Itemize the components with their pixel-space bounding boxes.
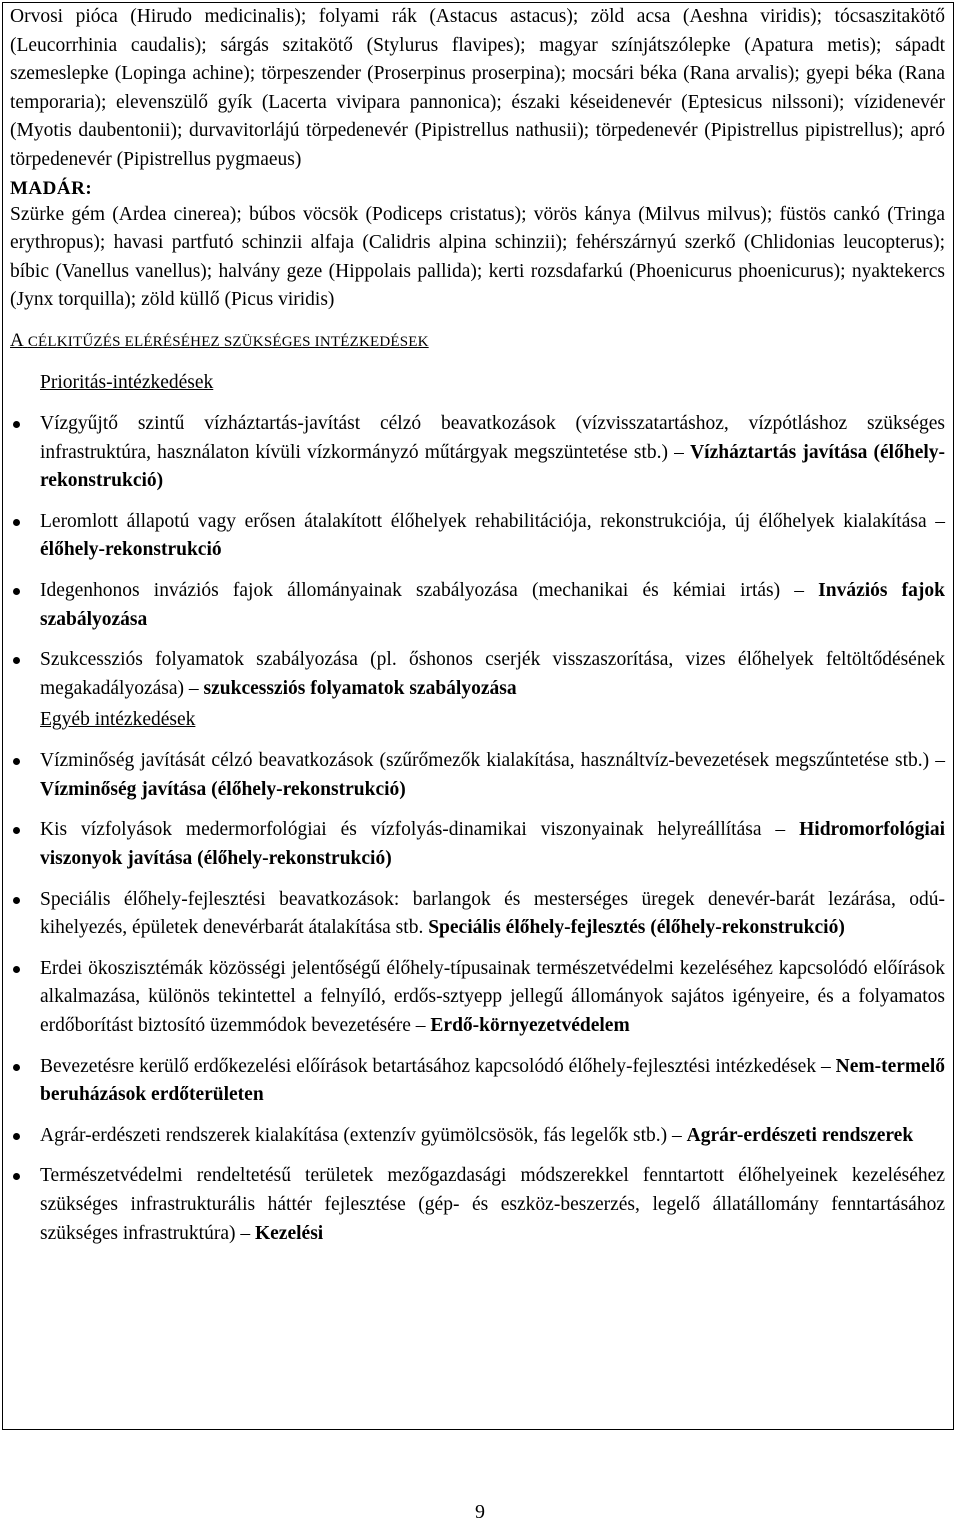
- page-number: 9: [475, 1501, 485, 1523]
- item-measure-title: élőhely-rekonstrukció: [40, 539, 222, 561]
- item-text: Kis vízfolyások medermorfológiai és vízfolyás-dinamikai viszonyainak helyreállítása –: [40, 819, 800, 841]
- bullet-icon: [13, 519, 20, 526]
- list-item: [10, 955, 945, 1041]
- section-title: [10, 329, 945, 354]
- item-text: Speciális élőhely-fejlesztési beavatkozások: barlangok és mesterséges üregek denevér-barát lezárása, odú-kihelyezés, épületek denevérbarát átalakítása stb.: [40, 888, 945, 939]
- list-item: [10, 1053, 945, 1110]
- list-item: [10, 1122, 945, 1151]
- item-text: Leromlott állapotú vagy erősen átalakított élőhelyek rehabilitációja, rekonstrukciója, új élőhelyek kialakítása –: [40, 510, 945, 532]
- item-measure-title: Inváziós fajok szabályozása: [40, 579, 945, 630]
- list-item: [10, 508, 945, 565]
- item-measure-title: szukcessziós folyamatok szabályozása: [203, 677, 517, 699]
- list-item: [10, 577, 945, 634]
- other-list: [10, 747, 945, 1248]
- list-item: [10, 410, 945, 496]
- bullet-icon: [13, 966, 20, 973]
- item-text: Idegenhonos inváziós fajok állományainak szabályozása (mechanikai és kémiai irtás) –: [40, 579, 819, 601]
- bullet-icon: [13, 588, 20, 595]
- bird-heading: MADÁR:: [10, 177, 93, 199]
- item-measure-title: Hidromorfológiai viszonyok javítása (élőhely-rekonstrukció): [40, 819, 945, 870]
- item-text: Bevezetésre kerülő erdőkezelési előírások betartásához kapcsolódó élőhely-fejlesztési intézkedések –: [40, 1055, 836, 1077]
- bullet-icon: [13, 1133, 20, 1140]
- item-measure-title: Nem-termelő beruházások erdőterületen: [40, 1055, 945, 1106]
- bullet-icon: [13, 897, 20, 904]
- item-text: Természetvédelmi rendeltetésű területek mezőgazdasági módszerekkel fenntartott élőhelyeinek kezeléséhez szükséges infrastrukturális háttér fejlesztése (gép- és eszköz-beszerzés, legelő állatállomány fenntartásához szükséges infrastruktúra) –: [40, 1165, 945, 1244]
- bullet-icon: [13, 1064, 20, 1071]
- bird-paragraph: Szürke gém (Ardea cinerea); búbos vöcsök (Podiceps cristatus); vörös kánya (Milvus milvus); füstös cankó (Tringa erythropus); havasi partfutó schinzii alfaja (Calidris alpina schinzii); fehérszárnyú szerkő (Chlidonias leucopterus); bíbic (Vanellus vanellus); halvány geze (Hippolais pallida); kerti rozsdafarkú (Phoenicurus phoenicurus); nyaktekercs (Jynx torquilla); zöld küllő (Picus viridis): [10, 203, 945, 311]
- item-text: Vízgyűjtő szintű vízháztartás-javítást célzó beavatkozások (vízvisszatartáshoz, vízpótláshoz szükséges infrastruktúra, használaton kívüli vízkormányzó műtárgyak megszüntetése stb.) –: [40, 412, 945, 463]
- list-item: [10, 816, 945, 873]
- list-item: [10, 1162, 945, 1248]
- bullet-icon: [13, 1173, 20, 1180]
- section-title-initial: A: [10, 329, 23, 351]
- section-title-rest: CÉLKITŰZÉS ELÉRÉSÉHEZ SZÜKSÉGES INTÉZKEDÉSEK: [27, 333, 429, 350]
- bullet-icon: [13, 421, 20, 428]
- list-item: [10, 886, 945, 943]
- list-item: [10, 646, 945, 703]
- item-measure-title: Speciális élőhely-fejlesztés (élőhely-rekonstrukció): [428, 917, 845, 939]
- document-body: [10, 3, 945, 1248]
- item-text: Szukcessziós folyamatok szabályozása (pl. őshonos cserjék visszaszorítása, vizes élőhelyek feltöltődésének megakadályozása) –: [40, 649, 945, 699]
- item-measure-title: Erdő-környezetvédelem: [430, 1015, 630, 1037]
- item-text: Vízminőség javítását célzó beavatkozások (szűrőmezők kialakítása, használtvíz-bevezetések megszűntetése stb.) –: [40, 750, 945, 772]
- bullet-icon: [13, 827, 20, 834]
- item-text: Agrár-erdészeti rendszerek kialakítása (extenzív gyümölcsösök, fás legelők stb.) –: [40, 1124, 687, 1146]
- item-measure-title: Agrár-erdészeti rendszerek: [686, 1124, 914, 1146]
- bullet-icon: [13, 657, 20, 664]
- other-heading: Egyéb intézkedések: [40, 709, 196, 731]
- item-measure-title: Kezelési: [254, 1222, 324, 1244]
- item-measure-title: Vízminőség javítása (élőhely-rekonstrukció): [40, 778, 406, 800]
- list-item: [10, 747, 945, 804]
- priority-heading: Prioritás-intézkedések: [40, 371, 214, 393]
- item-measure-title: Vízháztartás javítása (élőhely-rekonstrukció): [40, 441, 946, 492]
- item-text: Erdei ökoszisztémák közösségi jelentőségű élőhely-típusainak természetvédelmi kezeléséhez kapcsolódó előírások alkalmazása, különös tekintettel a felnyíló, erdős-sztyepp jellegű állományok sajátos igényeire, és a folyamatos erdőborítást biztosító üzemmódok bevezetésére –: [40, 957, 945, 1037]
- priority-list: [10, 410, 945, 703]
- bullet-icon: [13, 758, 20, 765]
- species-paragraph: Orvosi pióca (Hirudo medicinalis); folyami rák (Astacus astacus); zöld acsa (Aeshna viridis); tócsaszitakötő (Leucorrhinia caudalis); sárgás szitakötő (Stylurus flavipes); magyar színjátszólepke (Apatura metis); sápadt szemeslepke (Lopinga achine); törpeszender (Proserpinus proserpina); mocsári béka (Rana arvalis); gyepi béka (Rana temporaria); elevenszülő gyík (Lacerta vivipara pannonica); északi késeidenevér (Eptesicus nilssoni); vízidenevér (Myotis daubentonii); durvavitorlájú törpedenevér (Pipistrellus nathusii); törpedenevér (Pipistrellus pipistrellus); apró törpedenevér (Pipistrellus pygmaeus): [10, 6, 945, 170]
